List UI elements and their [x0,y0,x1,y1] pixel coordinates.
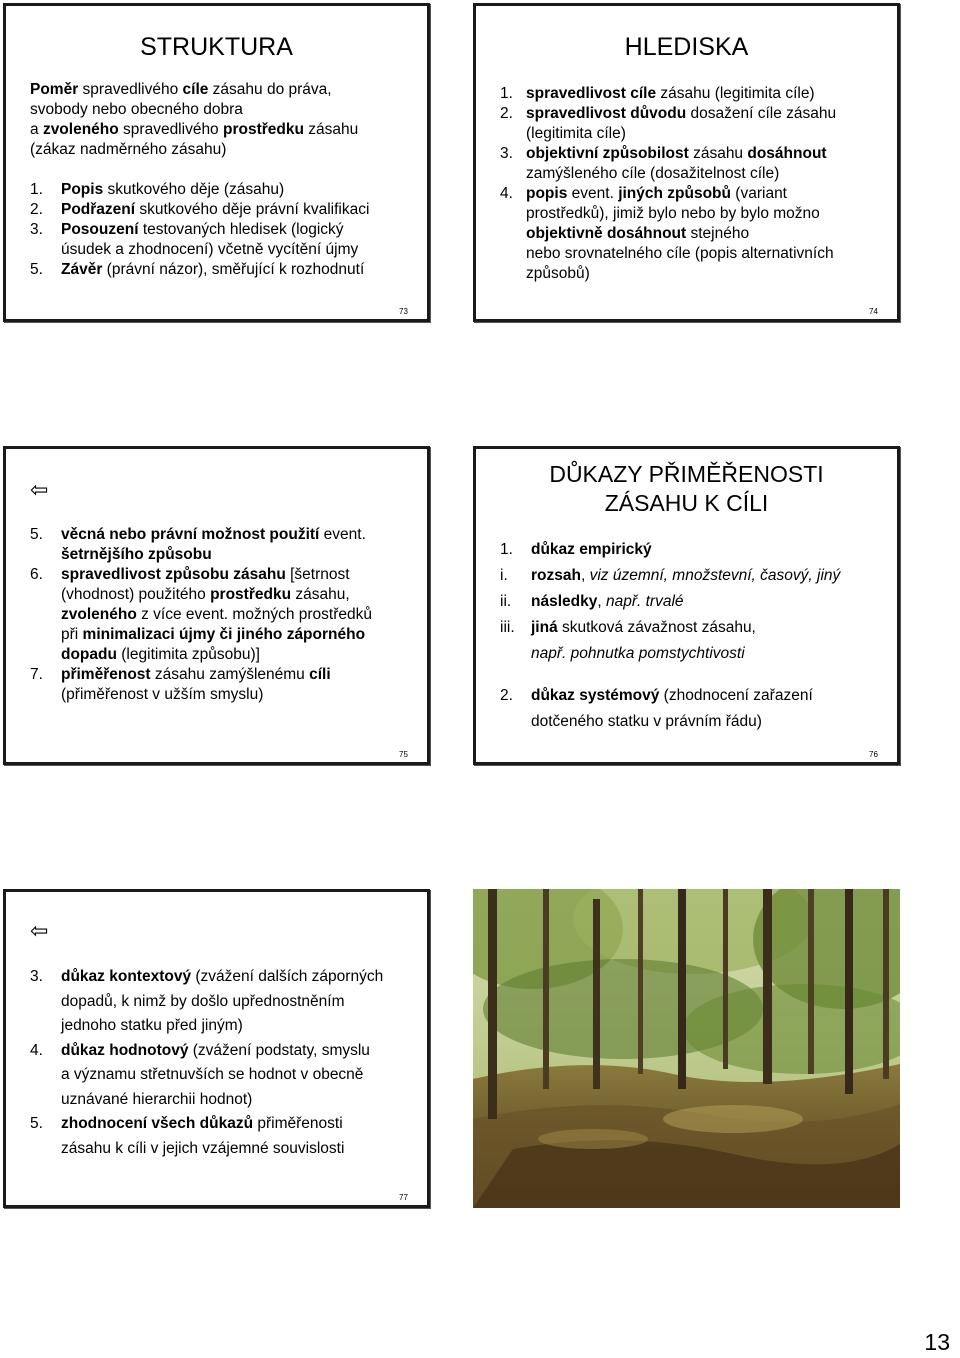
list-item: 3. Posouzení testovaných hledisek (logický [30,221,344,238]
slide-74 [473,3,900,322]
slide-title: HLEDISKA [624,33,749,61]
back-arrow-icon: ⇦ [30,477,49,502]
page-number: 13 [924,1329,950,1355]
forest-photo [473,889,900,1208]
slide-title: DŮKAZY PŘIMĚŘENOSTI ZÁSAHU K CÍLI [549,461,824,516]
list-item: 1. Popis skutkového děje (zásahu) [30,181,285,198]
slide-list: 1. Popis skutkového děje (zásahu) 2. Podřazení skutkového děje právní kvalifikaci 3. Posouzení testovaných hledisek (logický úsudek a zhodnocení) včetně vycítění újmy 5. Závěr (právní názor), směřující k rozhodnutí [30,181,370,278]
slide-title: STRUKTURA [140,33,293,61]
slide-number: 77 [399,1193,408,1202]
list-item: ii. následky, např. trvalé [500,593,684,610]
slide-number: 76 [869,750,878,759]
list-item: 5. Závěr (právní názor), směřující k rozhodnutí [30,261,365,278]
list-item: 3. důkaz kontextový (zvážení dalších záporných [30,968,384,985]
list-item: 4. důkaz hodnotový (zvážení podstaty, smyslu [30,1041,370,1059]
list-item: 5. zhodnocení všech důkazů přiměřenosti [30,1115,343,1132]
list-item: 1. spravedlivost cíle zásahu (legitimita cíle) [500,85,815,102]
list-item: 5. věcná nebo právní možnost použití event. [30,526,366,543]
list-item: iii. jiná skutková závažnost zásahu, [500,619,756,636]
list-item: 2. důkaz systémový (zhodnocení zařazení [500,687,813,704]
list-item: 2. Podřazení skutkového děje právní kvalifikaci [30,201,370,218]
list-item: 2. spravedlivost důvodu dosažení cíle zásahu [500,105,837,122]
slide-intro: Poměr spravedlivého cíle zásahu do práva, svobody nebo obecného dobra a zvoleného spravedlivého prostředku zásahu (zákaz nadměrného zásahu) [30,81,359,158]
back-arrow-icon: ⇦ [30,918,49,943]
slide-number: 75 [399,750,408,759]
slide-number: 73 [399,307,408,316]
list-item: 6. spravedlivost způsobu zásahu [šetrnost [30,566,350,583]
list-item: 1. důkaz empirický [500,541,652,558]
list-item: i. rozsah, viz územní, množstevní, časový, jiný [500,567,841,584]
slide-75 [3,446,430,765]
list-item: 3. objektivní způsobilost zásahu dosáhnout [500,145,827,162]
slide-number: 74 [869,307,878,316]
slide-list: 1. důkaz empirický i. rozsah, viz územní, množstevní, časový, jiný ii. následky, např. trvalé iii. jiná skutková závažnost zásahu, např. pohnutka pomstychtivosti 2. důkaz systémový (zhodnocení zařazení dotčeného statku v právním řádu) [500,537,840,735]
slide-76 [473,446,900,765]
slide-list: 1. spravedlivost cíle zásahu (legitimita cíle) 2. spravedlivost důvodu dosažení cíle zásahu (legitimita cíle) 3. objektivní způsobilost zásahu dosáhnout zamýšleného cíle (dosažitelnost cíle) 4. popis event. jiných způsobů (variant prostředků), jimiž bylo nebo by bylo možno objektivně dosáhnout stejného nebo srovnatelného cíle (popis alternativních způsobů) [500,85,837,282]
list-item: 7. přiměřenost zásahu zamýšlenému cíli [30,666,331,683]
slide-list: 5. věcná nebo právní možnost použití event. šetrnějšího způsobu 6. spravedlivost způsobu zásahu [šetrnost (vhodnost) použitého prostředku zásahu, zvoleného z více event. možných prostředků při minimalizaci újmy či jiného záporného dopadu (legitimita způsobu)] 7. přiměřenost zásahu zamýšlenému cíli (přiměřenost v užším smyslu) [30,526,372,703]
slide-77 [3,889,430,1208]
slide-list: 3. důkaz kontextový (zvážení dalších záporných dopadů, k nimž by došlo upřednostněním jednoho statku před jiným) 4. důkaz hodnotový (zvážení podstaty, smyslu a významu střetnuvších se hodnot v obecně uznávané hierarchii hodnot) 5. zhodnocení všech důkazů přiměřenosti zásahu k cíli v jejich vzájemné souvislosti [30,965,383,1161]
forest-illustration [473,889,900,1208]
slide-73 [3,3,430,322]
list-item: 4. popis event. jiných způsobů (variant [500,185,787,202]
